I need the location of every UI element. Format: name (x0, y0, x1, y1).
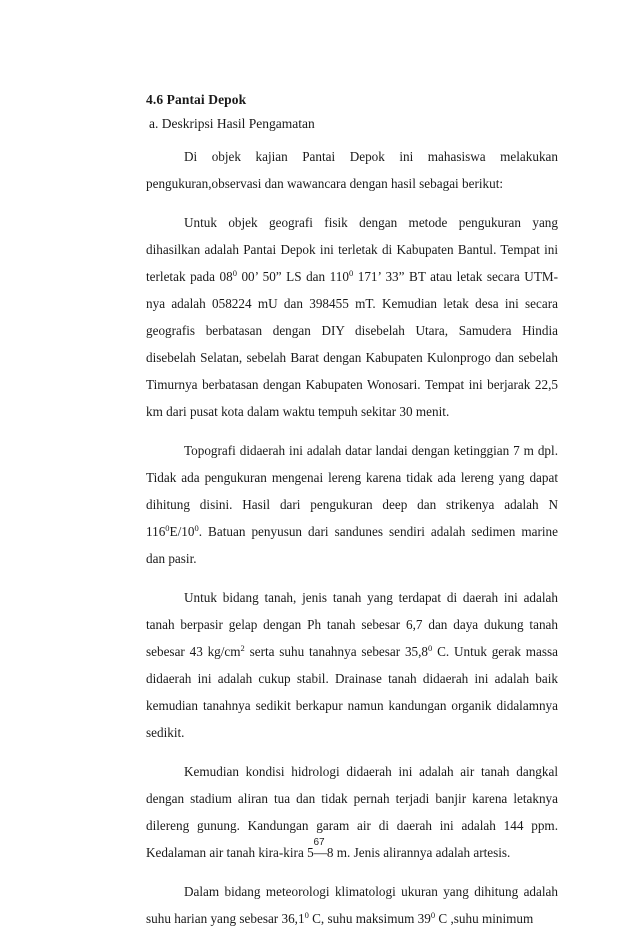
section-heading: 4.6 Pantai Depok (146, 92, 247, 107)
paragraph-hydrology: Kemudian kondisi hidrologi didaerah ini adalah air tanah dangkal dengan stadium aliran tua dan tidak pernah terjadi banjir karena letaknya dilereng gunung. Kandungan garam air di daerah ini adalah 144 ppm. Kedalaman air tanah kira-kira 5—8 m. Jenis alirannya adalah artesis. (146, 764, 558, 860)
paragraph-location: Untuk objek geografi fisik dengan metode pengukuran yang dihasilkan adalah Pantai Depok ini terletak di Kabupaten Bantul. Tempat ini terletak pada $08^0$ 00’ 50” LS dan $110^0$ 171’ 33” BT atau letak secara UTM-nya adalah 058224 mU dan 398455 mT. Kemudian letak desa ini secara geografis berbatasan dengan DIY disebelah Utara, Samudera Hindia disebelah Selatan, sebelah Barat dengan Kabupaten Kulonprogo dan sebelah Timurnya berbatasan dengan Kabupaten Wonosari. Tempat ini berjarak 22,5 km dari pusat kota dalam waktu tempuh sekitar 30 menit. (146, 215, 558, 419)
paragraph-observation-intro: Di objek kajian Pantai Depok ini mahasiswa melakukan pengukuran,observasi dan wawancara dengan hasil sebagai berikut: (146, 149, 558, 191)
page-number: 67 (313, 837, 325, 848)
paragraph-climatology: Dalam bidang meteorologi klimatologi ukuran yang dihitung adalah suhu harian yang sebesar 36,1$^0$ C, suhu maksimum $39^0$ C ,suhu minimum (146, 884, 558, 926)
body-text (146, 143, 558, 932)
subsection-heading: a. Deskripsi Hasil Pengamatan (149, 116, 315, 131)
paragraph-topography: Topografi didaerah ini adalah datar landai dengan ketinggian 7 m dpl. Tidak ada pengukuran mengenai lereng karena tidak ada lereng yang dapat dihitung disini. Hasil dari pengukuran deep dan strikenya adalah N $116^0E/10^0$. Batuan penyusun dari sandunes sendiri adalah sedimen marine dan pasir. (146, 443, 558, 566)
paragraph-soil: Untuk bidang tanah, jenis tanah yang terdapat di daerah ini adalah tanah berpasir gelap dengan Ph tanah sebesar 6,7 dan daya dukung tanah sebesar 43 $kg/cm^2$ serta suhu tanahnya sebesar 35,8$^0$ C. Untuk gerak massa didaerah ini adalah cukup stabil. Drainase tanah didaerah ini adalah baik kemudian tanahnya sedikit berkapur namun kandungan organik didalamnya sedikit. (146, 590, 559, 740)
